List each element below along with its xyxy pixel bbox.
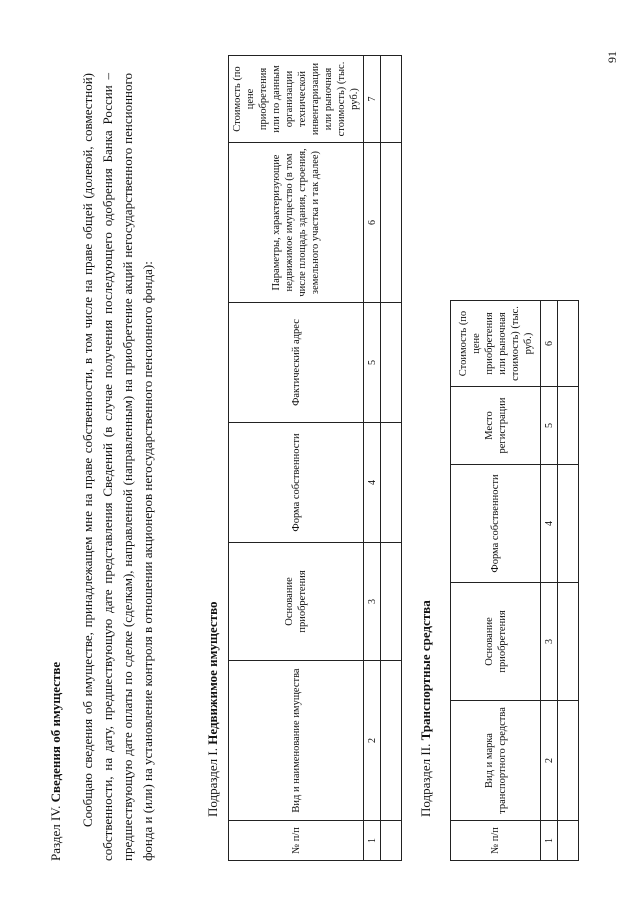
page-number: 91 [605,51,619,63]
subsection-1-prefix: Подраздел I. [205,748,220,817]
table-header-row [451,301,541,861]
header-cell: Вид и марка транспортного средства [451,701,541,821]
table-row [558,301,579,861]
header-cell: Параметры, характеризующие недвижимое имущество (в том числе площадь здания, строения, земельного участка и так далее) [229,143,364,303]
header-cell: Основание приобретения [451,583,541,701]
table-header-row [229,56,364,861]
table-cell[interactable] [381,143,402,303]
header-cell: Форма собственности [451,465,541,583]
column-number: 5 [541,387,558,465]
section-heading [48,662,64,861]
column-number: 6 [541,301,558,387]
header-cell: Фактический адрес [229,303,364,423]
table-cell[interactable] [558,465,579,583]
column-number: 2 [364,661,381,821]
header-cell: Стоимость (по цене приобретения или рыночная стоимость) (тыс. руб.) [451,301,541,387]
header-cell: Место регистрации [451,387,541,465]
table-cell[interactable] [558,387,579,465]
header-cell: Основание приобретения [229,543,364,661]
table-row [381,56,402,861]
header-cell: № п/п [451,821,541,861]
subsection-2-title: Транспортные средства [418,600,433,741]
table-cell[interactable] [381,56,402,143]
subsection-2-heading [418,600,434,817]
column-number: 6 [364,143,381,303]
header-cell: Стоимость (по цене приобретения или по данным организации технической инвентаризации или рыночная стоимость) (тыс. руб.) [229,56,364,143]
table-cell[interactable] [381,303,402,423]
table-cell[interactable] [558,583,579,701]
table-cell[interactable] [381,821,402,861]
column-number: 1 [364,821,381,861]
subsection-1-title: Недвижимое имущество [205,601,220,745]
table-cell[interactable] [381,543,402,661]
table-cell[interactable] [558,301,579,387]
column-number: 4 [541,465,558,583]
column-number: 1 [541,821,558,861]
header-cell: Вид и наименование имущества [229,661,364,821]
table-cell[interactable] [381,661,402,821]
section-title: Сведения об имуществе [48,661,63,803]
table-cell[interactable] [558,701,579,821]
header-cell: Форма собственности [229,423,364,543]
column-number: 2 [541,701,558,821]
subsection-2-prefix: Подраздел II. [418,743,433,817]
table-cell[interactable] [558,821,579,861]
table-cell[interactable] [381,423,402,543]
column-number: 5 [364,303,381,423]
column-number: 3 [364,543,381,661]
intro-paragraph: Сообщаю сведения об имуществе, принадлежащем мне на праве собственности, в том числе на праве общей (долевой, совместной) собственности, на дату, предшествующую дате представления Сведений (в случае получения последующего одобрения Банка России – предшествующую дате оплаты по сделке (сделкам), направленной (направленным) на приобретение акций негосударственного пенсионного фонда и (или) на установление контроля в отношении акционеров негосударственного пенсионного фонда): [80,73,155,861]
column-number-row [541,301,558,861]
subsection-1-heading [205,601,221,817]
vehicles-table [450,300,579,861]
column-number-row [364,56,381,861]
section-prefix: Раздел IV. [48,805,63,861]
header-cell: № п/п [229,821,364,861]
column-number: 4 [364,423,381,543]
column-number: 7 [364,56,381,143]
real-estate-table [228,55,402,861]
column-number: 3 [541,583,558,701]
